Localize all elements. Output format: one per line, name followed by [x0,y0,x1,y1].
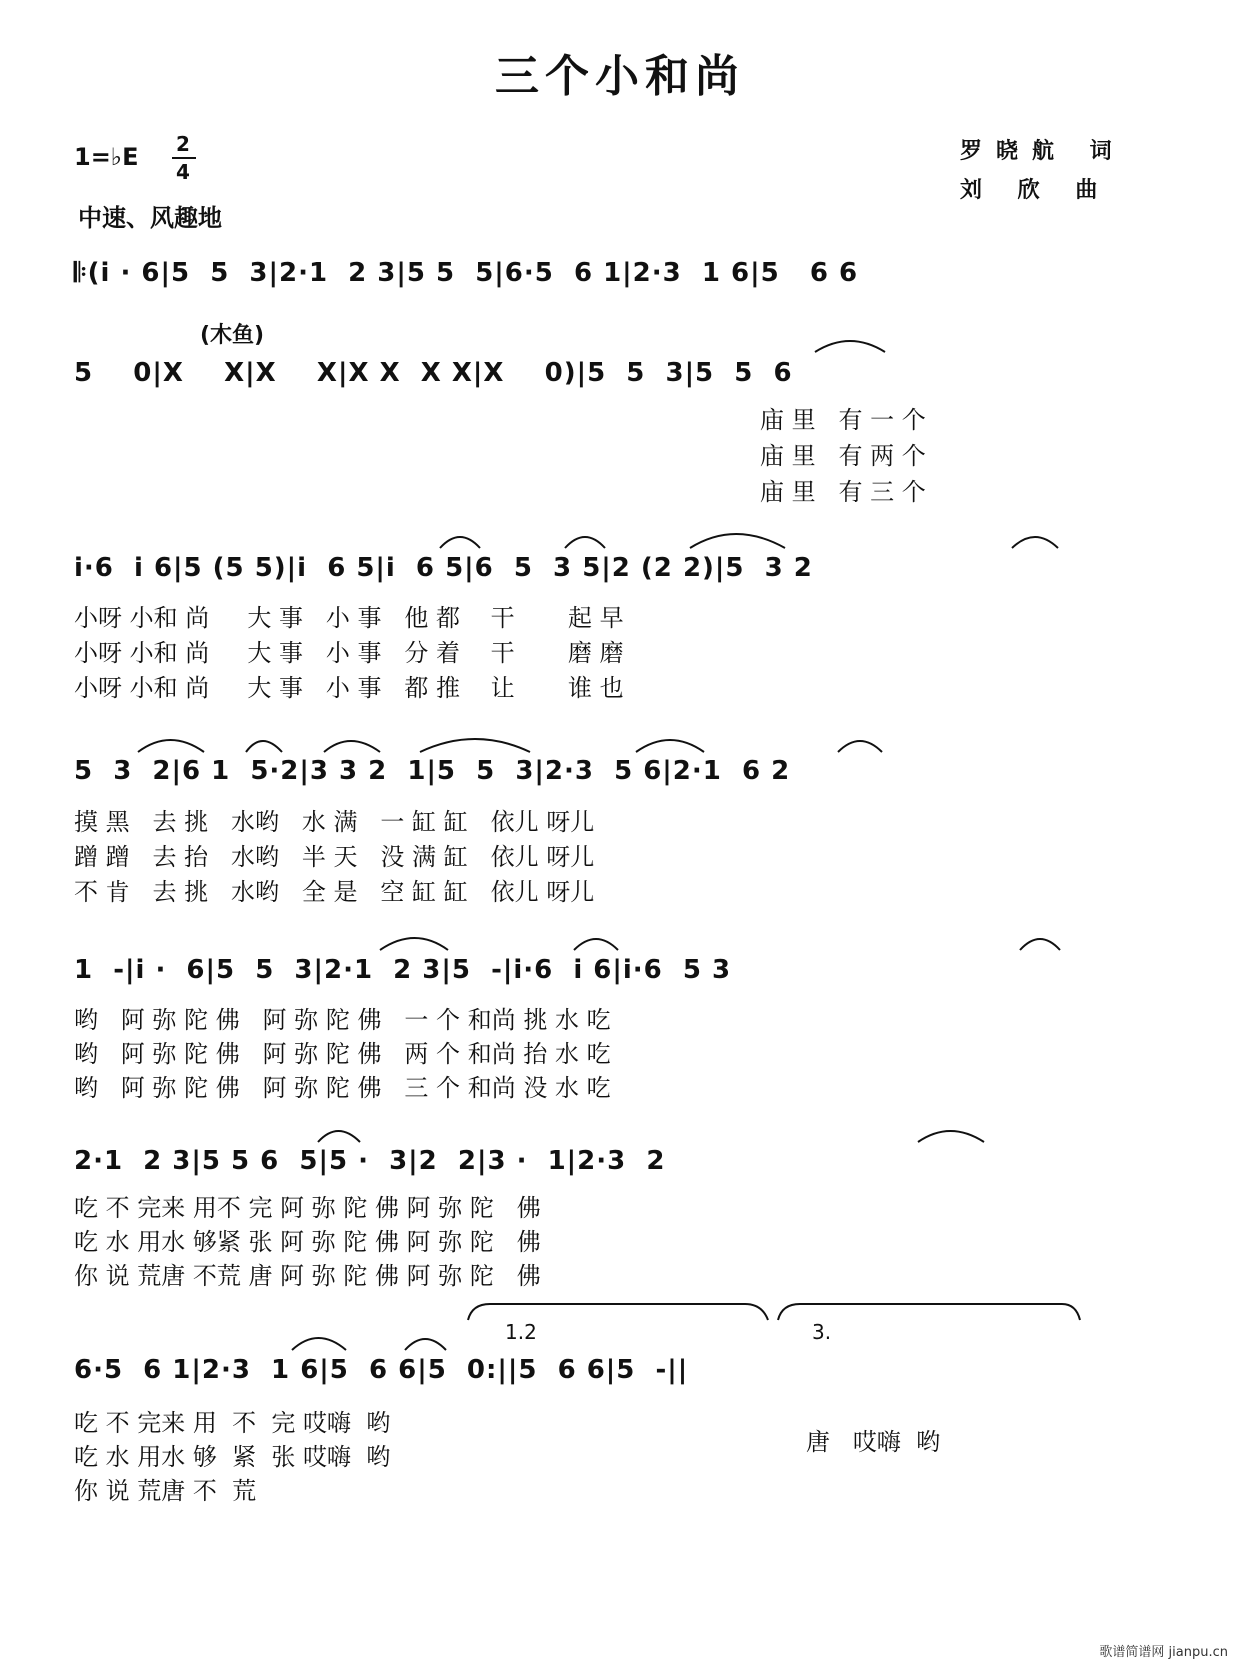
slur-row-7-a [292,1338,346,1350]
lyricist-credit: 罗晓航 词 [960,139,1126,164]
instrument-label: (木鱼) [200,323,265,348]
notation-row-6: 2·1 2 3|5 5 6 5|5 · 3|2 2|3 · 1|2·3 2 [74,1146,666,1176]
lyric-row-3-verse-2: 小呀 小和 尚 大 事 小 事 分 着 干 磨 磨 [74,639,624,667]
time-signature-bottom: 4 [176,160,190,184]
ending-bracket-first [468,1304,768,1320]
lyric-row-6-verse-1: 吃 不 完来 用不 完 阿 弥 陀 佛 阿 弥 陀 佛 [74,1194,541,1222]
lyric-row-4-verse-3: 不 肯 去 挑 水哟 全 是 空 缸 缸 依儿 呀儿 [74,878,595,906]
slur-row-4-e [636,740,704,752]
lyric-row-7-verse-1: 吃 不 完来 用 不 完 哎嗨 哟 [74,1409,391,1437]
slur-row-4-a [138,740,204,752]
time-signature-top: 2 [176,132,190,156]
notation-row-7: 6·5 6 1|2·3 1 6|5 6 6|5 0:||5 6 6|5 -|| [74,1355,689,1385]
lyric-row-4-verse-2: 蹭 蹭 去 抬 水哟 半 天 没 满 缸 依儿 呀儿 [74,843,595,871]
slur-row-4-f [838,741,882,752]
lyric-row-4-verse-1: 摸 黑 去 挑 水哟 水 满 一 缸 缸 依儿 呀儿 [74,808,595,836]
slur-row-3-c [690,534,785,548]
lyric-row-5-verse-3: 哟 阿 弥 陀 佛 阿 弥 陀 佛 三 个 和尚 没 水 吃 [74,1074,611,1102]
slur-row-3-d [1012,537,1058,548]
ending-bracket-second [778,1304,1080,1320]
lyric-row-6-verse-3: 你 说 荒唐 不荒 唐 阿 弥 陀 佛 阿 弥 陀 佛 [74,1262,541,1290]
lyric-row-2-verse-3: 庙 里 有 三 个 [760,478,926,506]
slur-row-7-b [405,1339,446,1350]
ending-label-second: 3. [812,1320,832,1344]
lyric-row-2-verse-1: 庙 里 有 一 个 [760,406,926,434]
lyric-row-3-verse-1: 小呀 小和 尚 大 事 小 事 他 都 干 起 早 [74,604,624,632]
slur-row-2 [815,341,885,352]
lyric-row-7-verse-2: 吃 水 用水 够 紧 张 哎嗨 哟 [74,1443,391,1471]
slur-row-6-b [918,1131,984,1142]
page-title: 三个小和尚 [495,51,745,102]
slur-row-3-a [440,537,480,548]
ending-label-first: 1.2 [505,1320,537,1344]
site-watermark: 歌谱简谱网 jianpu.cn [1099,1645,1228,1660]
slur-row-5-b [574,939,618,950]
tempo-marking: 中速、风趣地 [78,204,222,232]
lyric-row-5-verse-2: 哟 阿 弥 陀 佛 阿 弥 陀 佛 两 个 和尚 抬 水 吃 [74,1040,611,1068]
lyric-row-2-verse-2: 庙 里 有 两 个 [760,442,926,470]
lyric-ending: 唐 哎嗨 哟 [806,1428,941,1456]
slur-row-3-b [565,537,605,548]
notation-row-4: 5 3 2|6 1 5·2|3 3 2 1|5 5 3|2·3 5 6|2·1 6 2 [74,756,791,786]
notation-row-3: i·6 i 6|5 (5 5)|i 6 5|i 6 5|6 5 3 5|2 (2 2)|5 3 2 [74,553,813,583]
slur-row-6-a [318,1131,360,1142]
lyric-row-6-verse-2: 吃 水 用水 够紧 张 阿 弥 陀 佛 阿 弥 陀 佛 [74,1228,541,1256]
notation-row-1: 𝄆(i · 6|5 5 3|2·1 2 3|5 5 5|6·5 6 1|2·3 1 6|5 6 6 [74,258,859,288]
key-signature: 1=♭E [74,143,139,171]
slur-row-4-b [246,741,282,752]
composer-credit: 刘 欣 曲 [960,178,1112,203]
slur-row-5-c [1020,939,1060,950]
notation-row-2: 5 0|X X|X X|X X X X|X 0)|5 5 3|5 5 6 [74,358,793,388]
lyric-row-3-verse-3: 小呀 小和 尚 大 事 小 事 都 推 让 谁 也 [74,674,624,702]
slur-row-5-a [380,938,448,950]
notation-row-5: 1 -|i · 6|5 5 3|2·1 2 3|5 -|i·6 i 6|i·6 5 3 [74,955,732,985]
lyric-row-7-verse-3: 你 说 荒唐 不 荒 [74,1477,257,1505]
lyric-row-5-verse-1: 哟 阿 弥 陀 佛 阿 弥 陀 佛 一 个 和尚 挑 水 吃 [74,1006,611,1034]
slur-row-4-d [420,739,530,752]
slur-row-4-c [324,741,380,752]
